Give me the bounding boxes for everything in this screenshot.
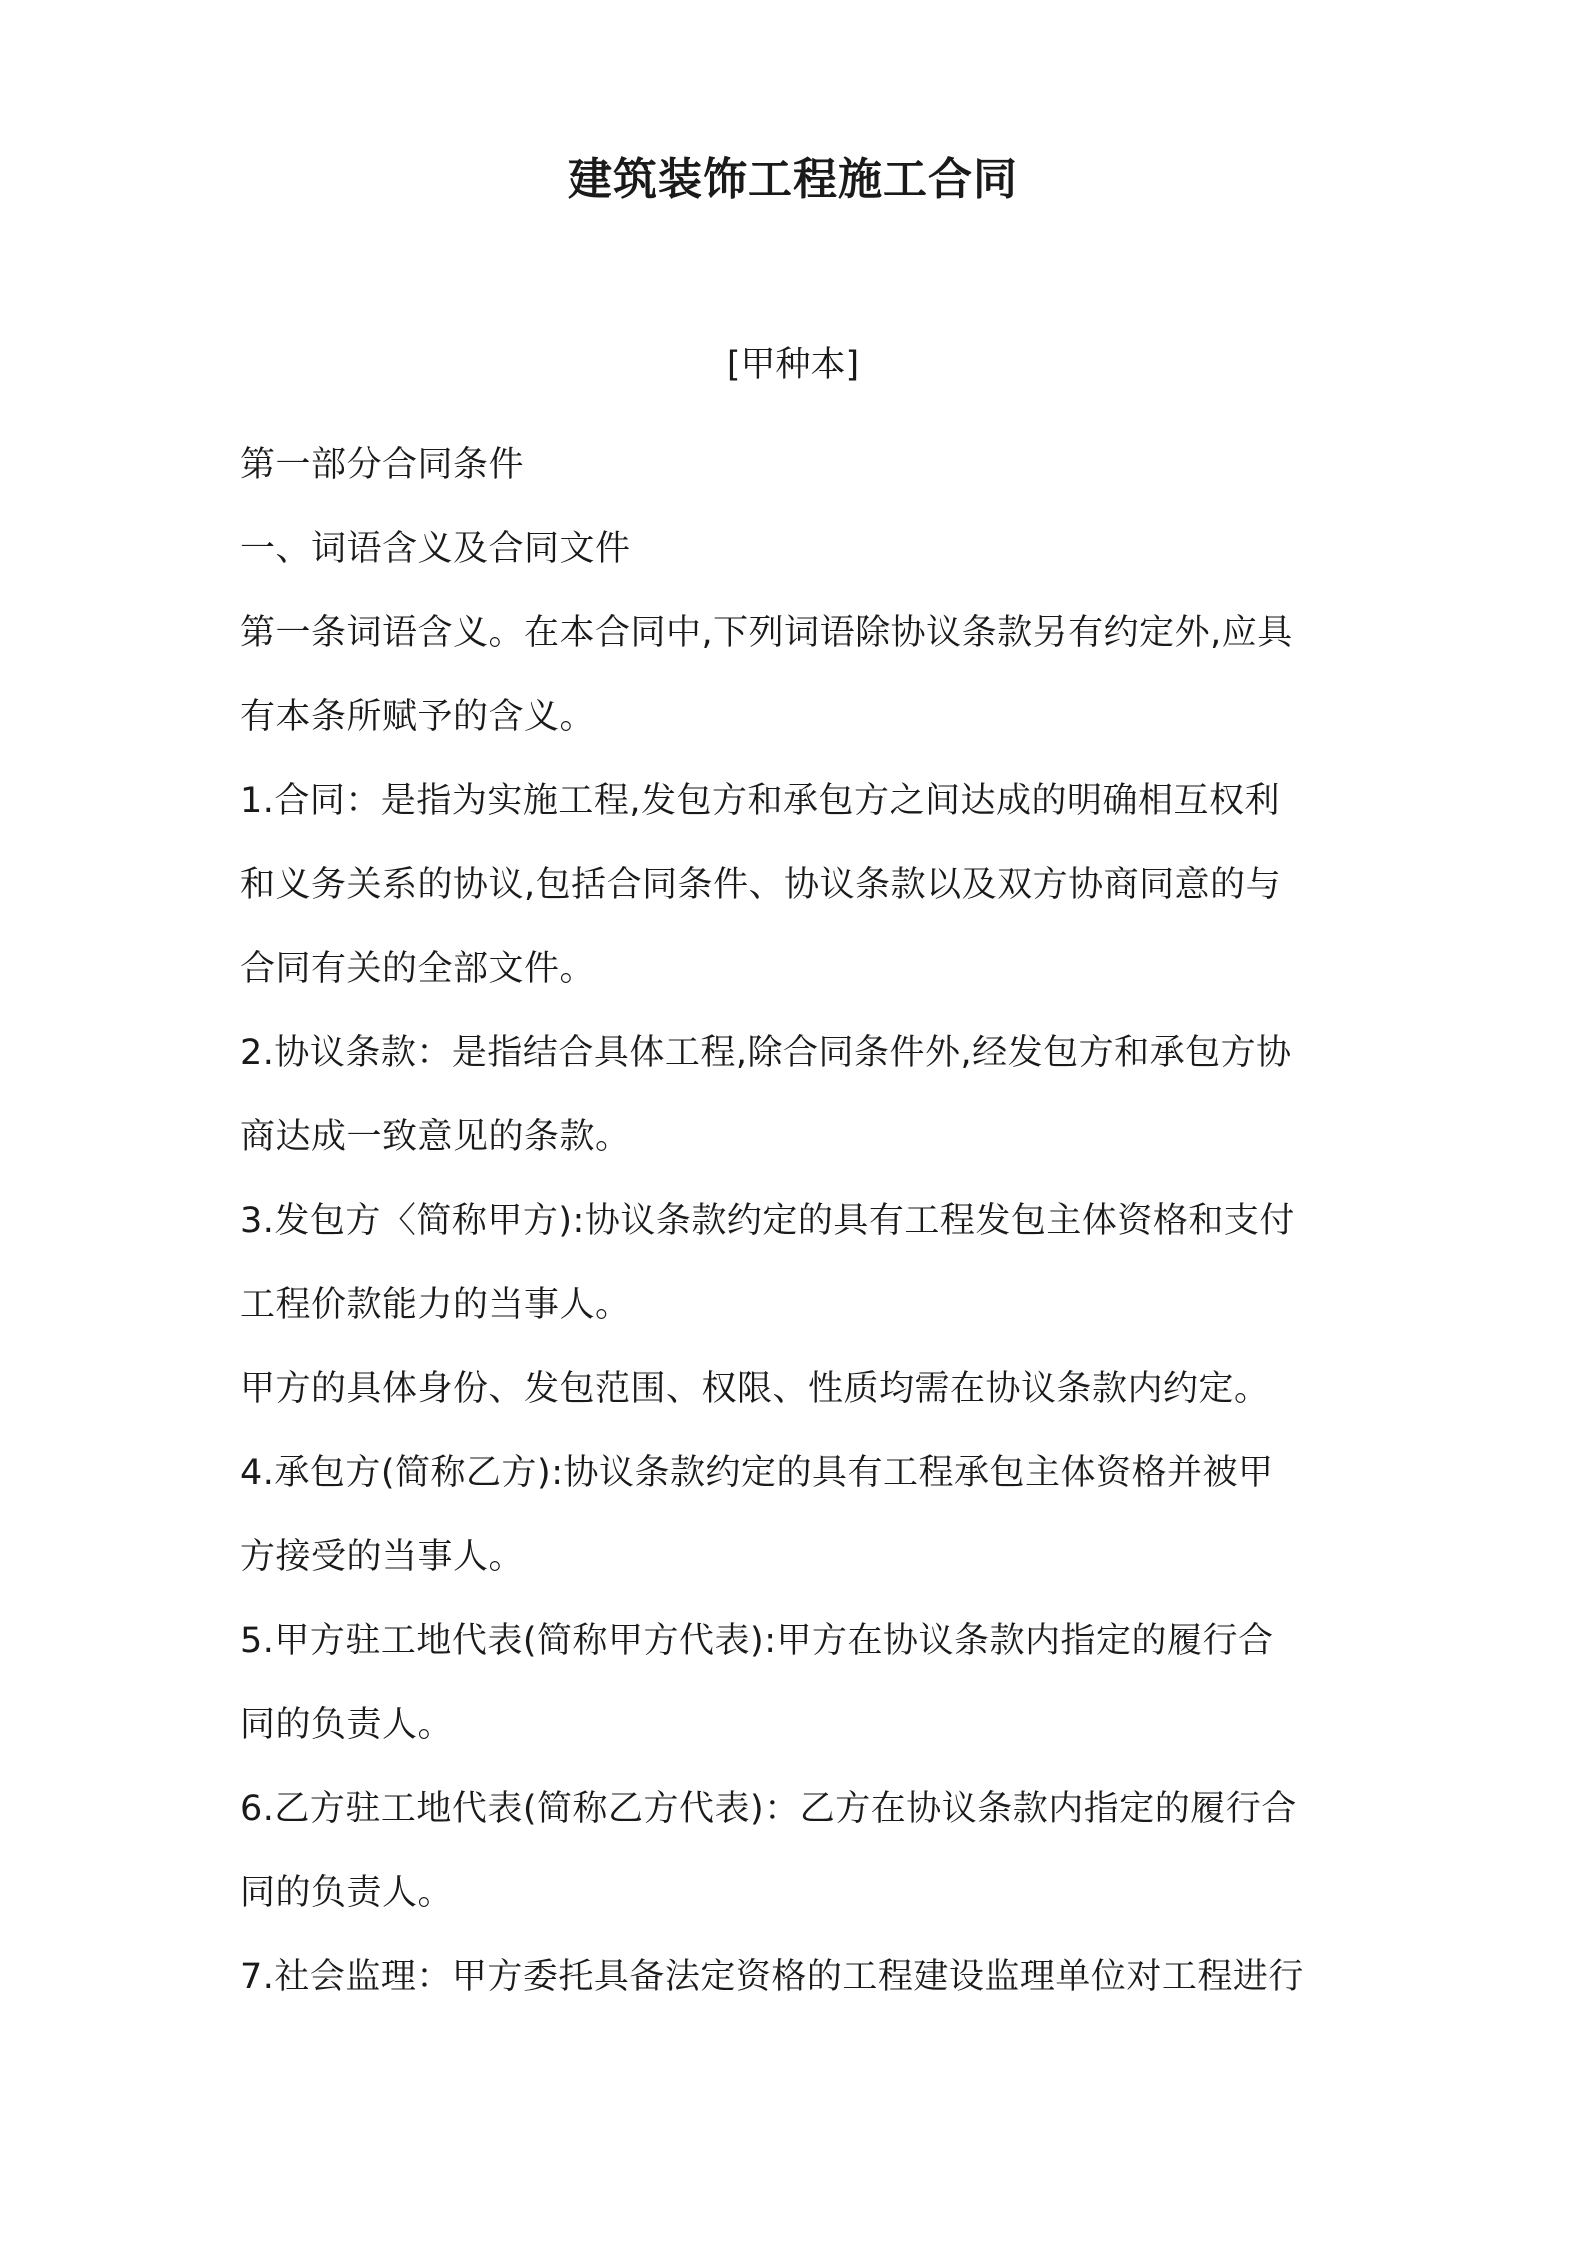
paragraph-line: 同的负责人。 xyxy=(240,1705,454,1745)
chapter-heading: 一、词语含义及合同文件 xyxy=(240,529,631,569)
section-heading: 第一部分合同条件 xyxy=(240,445,525,485)
paragraph-line: 有本条所赋予的含义。 xyxy=(240,697,596,737)
paragraph-line: 1.合同：是指为实施工程,发包方和承包方之间达成的明确相互权利 xyxy=(240,781,1281,821)
paragraph-line: 同的负责人。 xyxy=(240,1873,454,1913)
paragraph-line: 甲方的具体身份、发包范围、权限、性质均需在协议条款内约定。 xyxy=(240,1369,1270,1409)
paragraph-line: 第一条词语含义。在本合同中,下列词语除协议条款另有约定外,应具 xyxy=(240,613,1293,653)
paragraph-line: 方接受的当事人。 xyxy=(240,1537,525,1577)
paragraph-line: 7.社会监理：甲方委托具备法定资格的工程建设监理单位对工程进行 xyxy=(240,1957,1304,1997)
paragraph-line: 工程价款能力的当事人。 xyxy=(240,1285,631,1325)
document-subtitle: [甲种本] xyxy=(726,345,860,385)
paragraph-line: 4.承包方(简称乙方):协议条款约定的具有工程承包主体资格并被甲 xyxy=(240,1453,1274,1493)
document-title: 建筑装饰工程施工合同 xyxy=(568,154,1018,205)
paragraph-line: 2.协议条款：是指结合具体工程,除合同条件外,经发包方和承包方协 xyxy=(240,1033,1292,1073)
paragraph-line: 合同有关的全部文件。 xyxy=(240,949,596,989)
paragraph-line: 商达成一致意见的条款。 xyxy=(240,1117,631,1157)
paragraph-line: 6.乙方驻工地代表(简称乙方代表)：乙方在协议条款内指定的履行合 xyxy=(240,1789,1297,1829)
paragraph-line: 5.甲方驻工地代表(简称甲方代表):甲方在协议条款内指定的履行合 xyxy=(240,1621,1274,1661)
document-body xyxy=(240,423,1365,2019)
paragraph-line: 3.发包方〈简称甲方):协议条款约定的具有工程发包主体资格和支付 xyxy=(240,1201,1295,1241)
paragraph-line: 和义务关系的协议,包括合同条件、协议条款以及双方协商同意的与 xyxy=(240,865,1282,905)
